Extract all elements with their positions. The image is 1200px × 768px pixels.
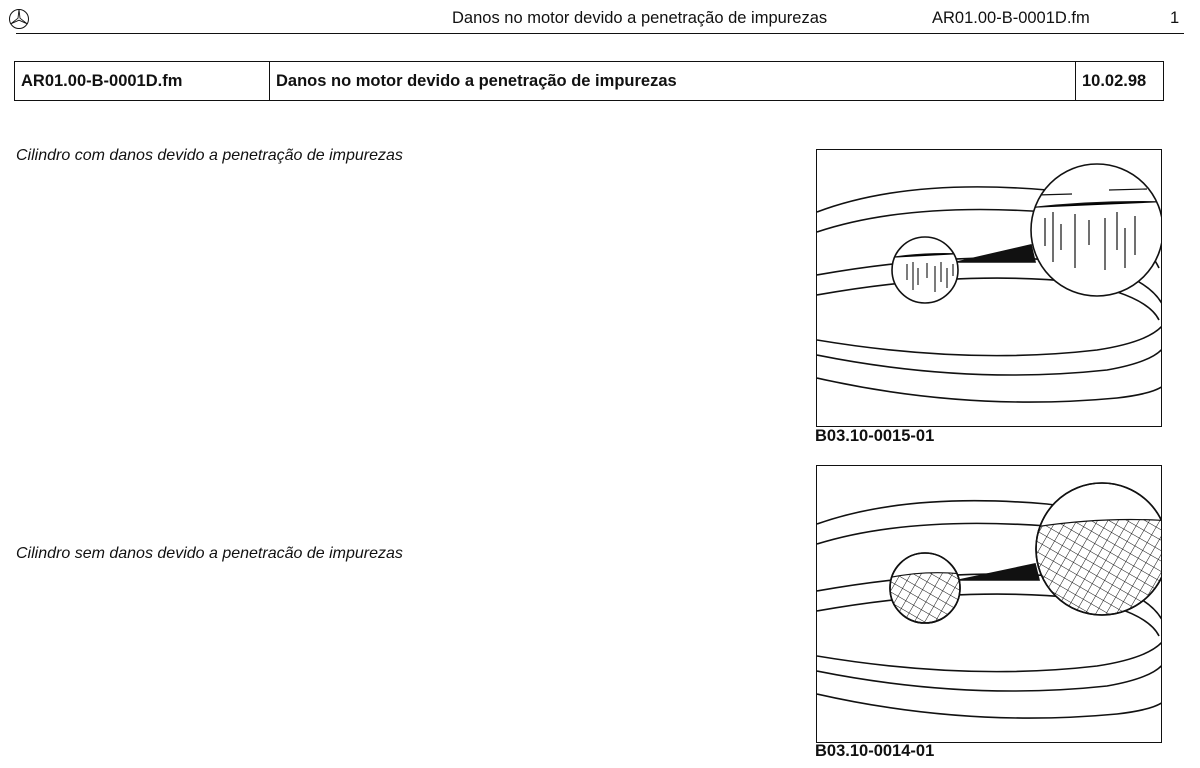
figure-undamaged-cylinder [816, 465, 1162, 743]
caption-undamaged-cylinder: Cilindro sem danos devido a penetracão de impurezas [16, 545, 403, 562]
table-row [15, 62, 1164, 101]
figure-id-label: B03.10-0015-01 [815, 427, 935, 445]
caption-damaged-cylinder: Cilindro com danos devido a penetração de impurezas [16, 147, 403, 164]
subject-cell: Danos no motor devido a penetração de impurezas [270, 62, 1076, 101]
figure-damaged-cylinder [816, 149, 1162, 427]
header-title: Danos no motor devido a penetração de impurezas [452, 9, 828, 27]
figure-id-label: B03.10-0014-01 [815, 742, 935, 760]
document-id-cell: AR01.00-B-0001D.fm [15, 62, 270, 101]
date-cell: 10.02.98 [1076, 62, 1164, 101]
header-filename: AR01.00-B-0001D.fm [932, 9, 1090, 27]
header-divider [16, 33, 1184, 34]
page-number: 1 [1170, 9, 1180, 27]
document-info-table [14, 61, 1164, 101]
mercedes-star-icon [8, 8, 30, 30]
